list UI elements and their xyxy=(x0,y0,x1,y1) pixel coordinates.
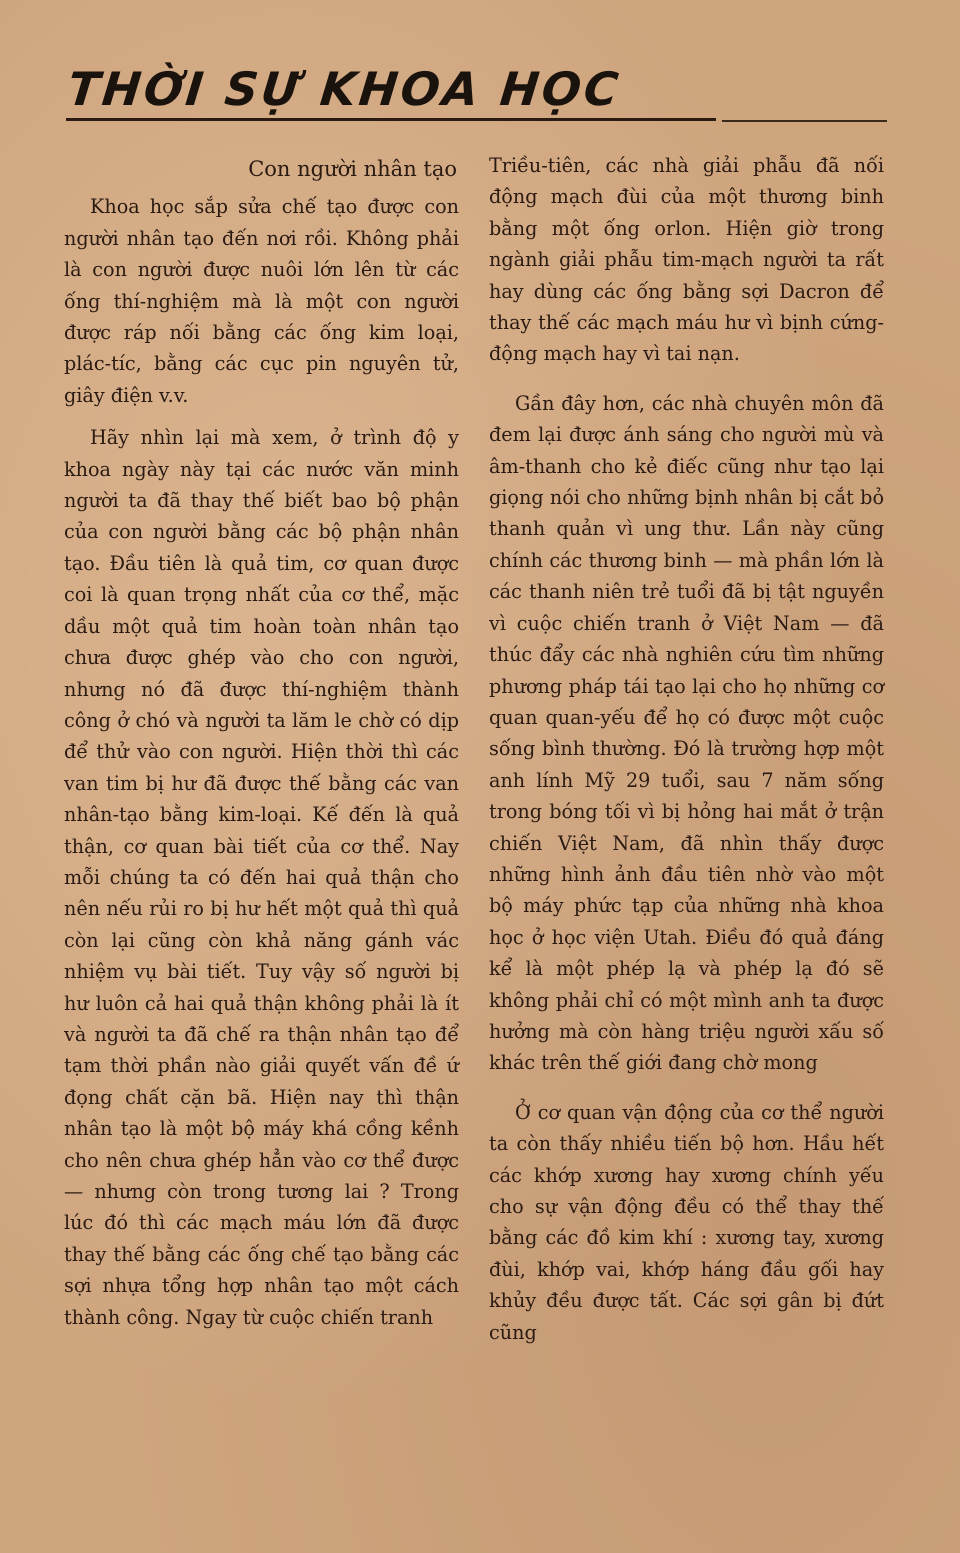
paragraph: Triều-tiên, các nhà giải phẫu đã nối động mạch đùi của một thương binh bằng một ống orlon. Hiện giờ trong ngành giải phẫu tim-mạch người ta rất hay dùng các ống bằng sợi Dacron để thay thế các mạch máu hư vì bịnh cứng-động mạch hay vì tai nạn. xyxy=(489,154,884,366)
paragraph: Ở cơ quan vận động của cơ thể người ta còn thấy nhiều tiến bộ hơn. Hầu hết các khớp xương hay xương chính yếu cho sự vận động đều có thể thay thế bằng các đồ kim khí : xương tay, xương đùi, khớp vai, khớp háng đầu gối hay khủy đều được tất. Các sợi gân bị đứt cũng xyxy=(489,1100,884,1344)
title-underline-extension xyxy=(722,120,887,122)
section-title: THỜI SỰ KHOA HỌC xyxy=(65,62,624,116)
article-heading: Con người nhân tạo xyxy=(248,157,457,181)
left-column xyxy=(64,150,459,1344)
paragraph: Hãy nhìn lại mà xem, ở trình độ y khoa ngày này tại các nước văn minh người ta đã thay thế biết bao bộ phận của con người bằng các bộ phận nhân tạo. Đầu tiên là quả tim, cơ quan được coi là quan trọng nhất của cơ thể, mặc dầu một quả tim hoàn toàn nhân tạo chưa được ghép vào cho con người, nhưng nó đã được thí-nghiệm thành công ở chó và người ta lăm le chờ có dịp để thử vào con người. Hiện thời thì các van tim bị hư đã được thế bằng các van nhân-tạo bằng kim-loại. Kế đến là quả thận, cơ quan bài tiết của cơ thể. Nay mỗi chúng ta có đến hai quả thận cho nên nếu rủi ro bị hư hết một quả thì quả còn lại cũng còn khả năng gánh vác nhiệm vụ bài tiết. Tuy vậy số người bị hư luôn cả hai quả thận không phải là ít và người ta đã chế ra thận nhân tạo để tạm thời phần nào giải quyết vấn đề ứ đọng chất cặn bã. Hiện nay thì thận nhân tạo là một bộ máy khá cồng kềnh cho nên chưa ghép hẳn vào cơ thể được — nhưng còn trong tương lai ? Trong lúc đó thì các mạch máu lớn đã được thay thế bằng các ống chế tạo bằng các sợi nhựa tổng hợp nhân tạo một cách thành công. Ngay từ cuộc chiến tranh xyxy=(64,426,459,1329)
title-underline xyxy=(66,118,716,121)
paragraph: Gần đây hơn, các nhà chuyên môn đã đem lại được ánh sáng cho người mù và âm-thanh cho kẻ điếc cũng như tạo lại giọng nói cho những bịnh nhân bị cắt bỏ thanh quản vì ung thư. Lần này cũng chính các thương binh — mà phần lớn là các thanh niên trẻ tuổi đã bị tật nguyền vì cuộc chiến tranh ở Việt Nam — đã thúc đẩy các nhà nghiên cứu tìm những phương pháp tái tạo lại cho họ những cơ quan quan-yếu để họ có được một cuộc sống bình thường. Đó là trường hợp một anh lính Mỹ 29 tuổi, sau 7 năm sống trong bóng tối vì bị hỏng hai mắt ở trận chiến Việt Nam, đã nhìn thấy được những hình ảnh đầu tiên nhờ vào một bộ máy phức tạp của những nhà khoa học ở học viện Utah. Điều đó quả đáng kể là một phép lạ và phép lạ đó sẽ không phải chỉ có một mình anh ta được hưởng mà còn hàng triệu người xấu số khác trên thế giới đang chờ mong xyxy=(489,391,884,1075)
right-column xyxy=(489,150,884,1359)
paragraph: Khoa học sắp sửa chế tạo được con người nhân tạo đến nơi rồi. Không phải là con người được nuôi lớn lên từ các ống thí-nghiệm mà là một con người được ráp nối bằng các ống kim loại, plác-tíc, bằng các cục pin nguyên tử, giây điện v.v. xyxy=(64,195,459,407)
